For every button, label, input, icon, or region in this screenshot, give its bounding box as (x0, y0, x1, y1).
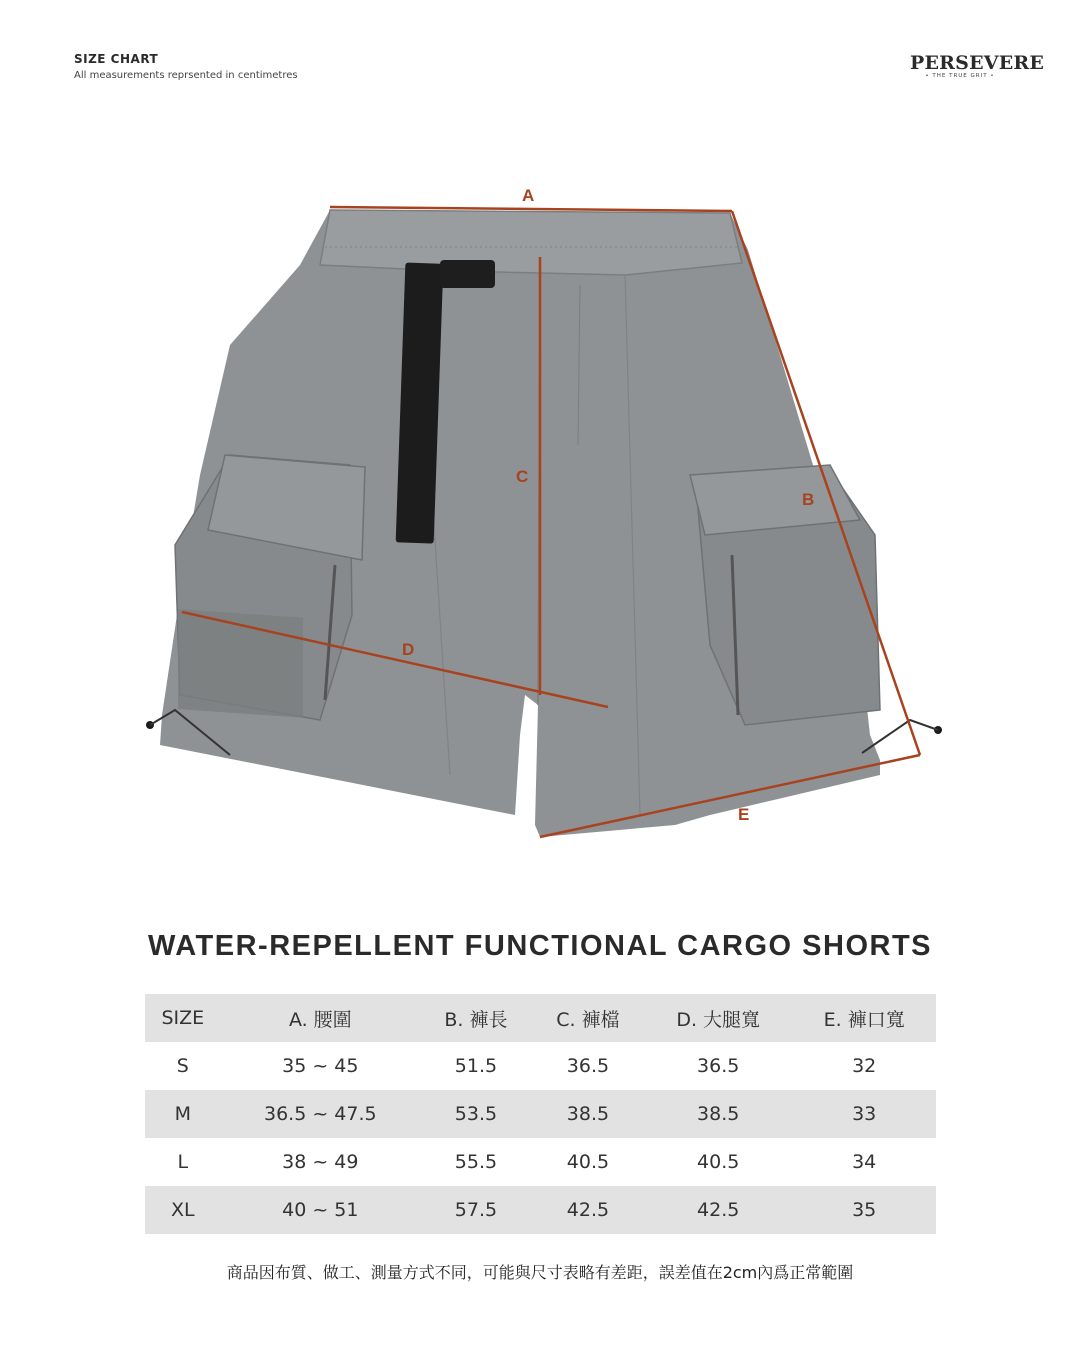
table-row (145, 1186, 936, 1234)
table-cell: XL (170, 1199, 195, 1221)
size-table (145, 994, 936, 1234)
table-header-row (145, 994, 936, 1042)
table-cell: 34 (852, 1151, 877, 1173)
table-cell: 38 ~ 49 (282, 1151, 359, 1173)
header (74, 52, 298, 81)
label-b: B (802, 490, 815, 509)
header-waist: A. 腰圍 (288, 1008, 352, 1031)
logo-wordmark: PERSEVERE (910, 52, 1045, 74)
header-hem: E. 褲口寬 (823, 1008, 905, 1031)
label-e: E (738, 805, 750, 824)
table-cell: 32 (852, 1055, 877, 1077)
table-cell: 38.5 (566, 1103, 610, 1125)
measurement-disclaimer: 商品因布質、做工、測量方式不同，可能與尺寸表略有差距，誤差值在2cm內爲正常範圍 (226, 1263, 854, 1282)
table-cell: 38.5 (697, 1103, 740, 1125)
header-subtitle: All measurements reprsented in centimetres (74, 70, 298, 81)
header-rise: C. 褲檔 (556, 1008, 620, 1031)
label-c: C (516, 467, 529, 486)
waistband (320, 210, 742, 275)
brand-logo (910, 52, 1045, 79)
table-row (145, 1042, 936, 1090)
label-a: A (522, 186, 535, 205)
table-cell: 36.5 ~ 47.5 (264, 1103, 377, 1125)
table-cell: 40 ~ 51 (282, 1199, 359, 1221)
header-size: SIZE (161, 1007, 205, 1029)
product-title: WATER-REPELLENT FUNCTIONAL CARGO SHORTS (147, 930, 933, 962)
table-cell: 40.5 (566, 1151, 610, 1173)
shorts-illustration (146, 210, 942, 837)
table-cell: 36.5 (697, 1055, 740, 1077)
table-cell: 35 ~ 45 (282, 1055, 359, 1077)
header-thigh: D. 大腿寬 (676, 1008, 761, 1031)
table-cell: L (177, 1151, 189, 1173)
belt-buckle (440, 260, 495, 288)
table-cell: 42.5 (566, 1199, 610, 1221)
table-cell: 33 (852, 1103, 877, 1125)
table-row (145, 1090, 936, 1138)
logo-tagline: • THE TRUE GRIT • (925, 73, 995, 79)
table-cell: 36.5 (566, 1055, 610, 1077)
table-cell: 40.5 (697, 1151, 740, 1173)
table-row (145, 1138, 936, 1186)
table-cell: 51.5 (454, 1055, 498, 1077)
table-cell: M (174, 1103, 191, 1125)
table-cell: 57.5 (454, 1199, 498, 1221)
label-d: D (402, 640, 415, 659)
header-length: B. 褲長 (444, 1008, 508, 1031)
table-cell: S (176, 1055, 189, 1077)
table-cell: 42.5 (697, 1199, 740, 1221)
table-cell: 35 (852, 1199, 877, 1221)
shorts-measurement-diagram (120, 175, 960, 855)
table-cell: 55.5 (454, 1151, 498, 1173)
table-cell: 53.5 (454, 1103, 498, 1125)
header-title: SIZE CHART (74, 52, 159, 66)
